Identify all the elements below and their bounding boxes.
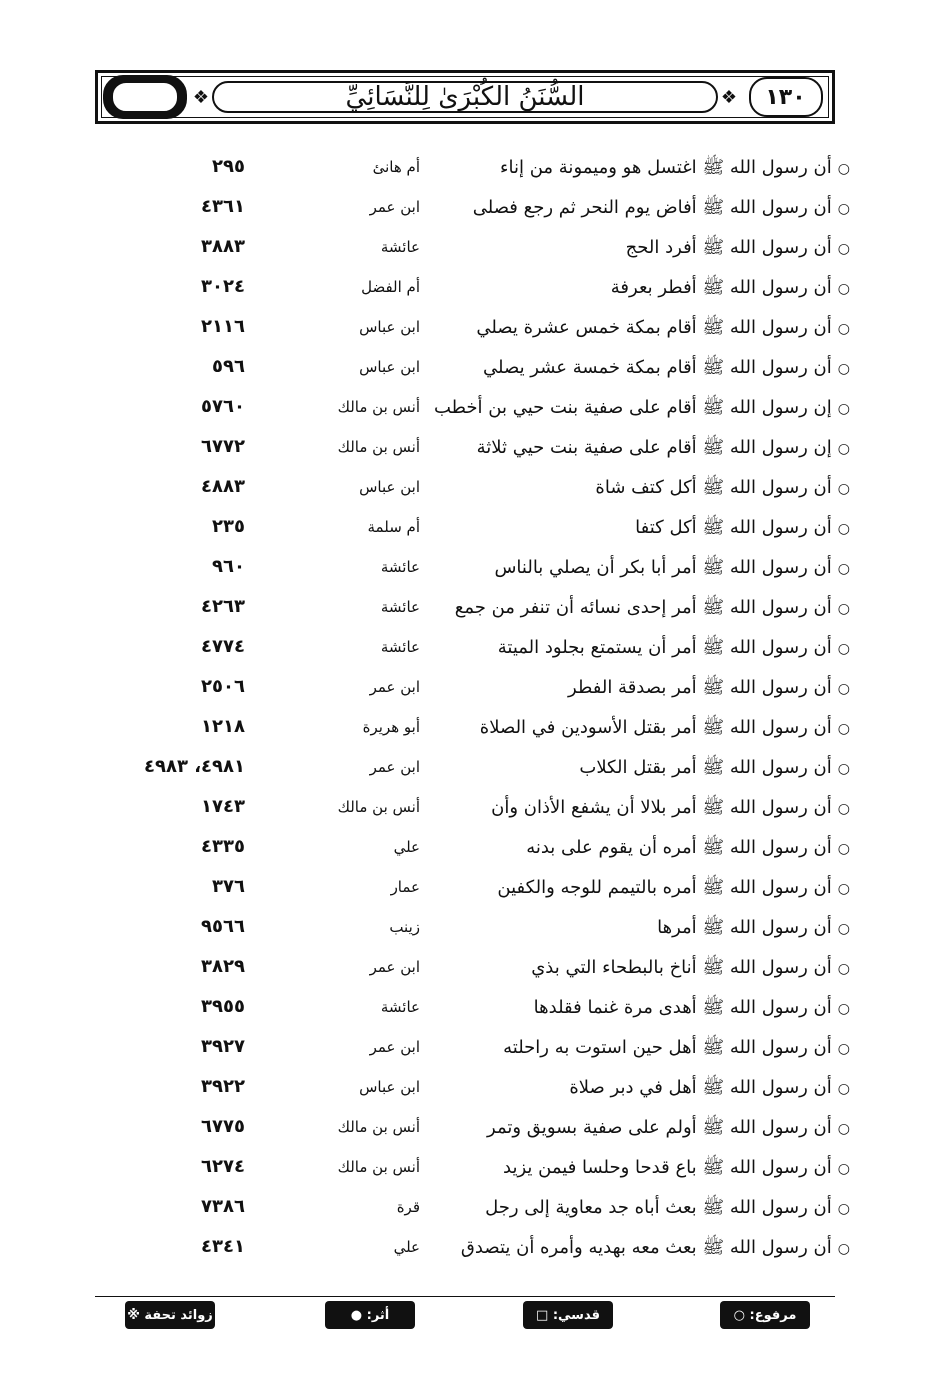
index-row [0,350,945,390]
marfu-marker-icon: ○ [837,1041,850,1057]
index-row [0,550,945,590]
page-header [95,70,835,124]
hadith-text [430,196,850,222]
index-row [0,1190,945,1230]
marfu-marker-icon: ○ [837,321,850,337]
hadith-text [430,1076,850,1102]
index-row [0,470,945,510]
marfu-marker-icon: ○ [837,841,850,857]
seal-ornament [102,77,187,117]
hadith-number: ٤٨٨٣ [201,476,245,497]
narrator: ابن عمر [369,958,420,976]
narrator: أنس بن مالك [337,398,420,416]
hadith-text [430,316,850,342]
marfu-marker-icon: ○ [837,961,850,977]
index-row [0,230,945,270]
hadith-text [430,276,850,302]
hadith-text [430,396,850,422]
narrator: عائشة [380,638,420,656]
hadith-number: ٦٧٧٢ [201,436,245,457]
hadith-number: ٣٧٦ [212,876,245,897]
marfu-marker-icon: ○ [837,241,850,257]
legend-marfu: مرفوع: ○ [720,1301,810,1329]
hadith-number: ٣٨٨٣ [201,236,245,257]
narrator: ابن عباس [359,478,420,496]
hadith-text [430,676,850,702]
index-row [0,870,945,910]
legend-qudsi: قدسي: □ [523,1301,613,1329]
hadith-text [430,236,850,262]
hadith-text [430,716,850,742]
hadith-text [430,796,850,822]
hadith-number: ٥٩٦ [212,356,245,377]
legend-athar: أثر: ● [325,1301,415,1329]
index-row [0,630,945,670]
hadith-text-value: أن رسول الله ﷺ أولم على صفية بسويق وتمر [487,1117,832,1138]
marfu-marker-icon: ○ [837,281,850,297]
narrator: ابن عباس [359,1078,420,1096]
index-row [0,390,945,430]
hadith-text-value: إن رسول الله ﷺ أقام على صفية بنت حيي ثلاثة [476,437,832,458]
hadith-text-value: أن رسول الله ﷺ أهدى مرة غنما فقلدها [533,997,832,1018]
narrator: أنس بن مالك [337,438,420,456]
hadith-number: ٥٧٦٠ [201,396,245,417]
index-row [0,190,945,230]
hadith-text-value: أن رسول الله ﷺ أفطر بعرفة [610,277,832,298]
hadith-text [430,436,850,462]
narrator: أنس بن مالك [337,798,420,816]
hadith-text-value: أن رسول الله ﷺ أهل حين استوت به راحلته [503,1037,832,1058]
marfu-marker-icon: ○ [837,481,850,497]
narrator: قرة [396,1198,420,1216]
narrator: زينب [389,918,420,936]
hadith-text [430,1236,850,1262]
hadith-text [430,756,850,782]
hadith-number: ١٢١٨ [201,716,245,737]
index-row [0,990,945,1030]
hadith-number: ٤٧٧٤ [201,636,245,657]
narrator: أنس بن مالك [337,1158,420,1176]
narrator: عائشة [380,238,420,256]
marfu-marker-icon: ○ [837,801,850,817]
index-row [0,830,945,870]
hadith-number: ٤٣٤١ [201,1236,245,1257]
hadith-number: ٢٣٥ [212,516,245,537]
index-row [0,1030,945,1070]
marfu-marker-icon: ○ [837,601,850,617]
index-row [0,430,945,470]
hadith-text [430,1116,850,1142]
hadith-text [430,1196,850,1222]
narrator: ابن عمر [369,758,420,776]
seal-inner [112,82,178,112]
hadith-number: ٤٩٨١، ٤٩٨٣ [143,756,245,777]
marfu-marker-icon: ○ [837,1161,850,1177]
hadith-text-value: أن رسول الله ﷺ أناخ بالبطحاء التي بذي [531,957,832,978]
index-row [0,910,945,950]
index-row [0,1110,945,1150]
narrator: ابن عمر [369,678,420,696]
index-row [0,750,945,790]
hadith-text [430,956,850,982]
hadith-text-value: أن رسول الله ﷺ أكل كتف شاة [595,477,832,498]
index-row [0,510,945,550]
hadith-text [430,516,850,542]
hadith-text-value: أن رسول الله ﷺ أهل في دبر صلاة [569,1077,832,1098]
legend-zawaid: زوائد تحفة ※ [125,1301,215,1329]
hadith-number: ٩٦٠ [212,556,245,577]
narrator: عائشة [380,598,420,616]
marfu-marker-icon: ○ [837,361,850,377]
narrator: ابن عمر [369,1038,420,1056]
hadith-text-value: أن رسول الله ﷺ أكل كتفا [635,517,832,538]
hadith-text-value: أن رسول الله ﷺ أمره بالتيمم للوجه والكفين [497,877,832,898]
hadith-text-value: أن رسول الله ﷺ أمر بلالا أن يشفع الأذان وأن [491,797,832,818]
narrator: ابن عباس [359,318,420,336]
hadith-text-value: أن رسول الله ﷺ أفاض يوم النحر ثم رجع فصلى [472,197,832,218]
narrator: أم الفضل [361,278,420,296]
marfu-marker-icon: ○ [837,1001,850,1017]
narrator: عائشة [380,998,420,1016]
marfu-marker-icon: ○ [837,641,850,657]
narrator: عائشة [380,558,420,576]
hadith-number: ٢٥٠٦ [201,676,245,697]
hadith-text [430,876,850,902]
book-seal-logo [103,75,187,119]
marfu-marker-icon: ○ [837,1241,850,1257]
hadith-number: ٩٥٦٦ [201,916,245,937]
hadith-text [430,556,850,582]
hadith-number: ٦٢٧٤ [201,1156,245,1177]
hadith-number: ٣٩٢٢ [201,1076,245,1097]
index-row [0,710,945,750]
marfu-marker-icon: ○ [837,721,850,737]
hadith-number: ٣٩٢٧ [201,1036,245,1057]
footer-divider [95,1296,835,1297]
marfu-marker-icon: ○ [837,561,850,577]
hadith-number: ٤٢٦٣ [201,596,245,617]
marfu-marker-icon: ○ [837,201,850,217]
hadith-text-value: أن رسول الله ﷺ أمر بصدقة الفطر [568,677,832,698]
hadith-text [430,596,850,622]
hadith-number: ٢٩٥ [212,156,245,177]
hadith-text [430,636,850,662]
hadith-number: ٢١١٦ [201,316,245,337]
narrator: عمار [390,878,420,896]
marfu-marker-icon: ○ [837,1201,850,1217]
hadith-text-value: أن رسول الله ﷺ أمر بقتل الكلاب [579,757,832,778]
marfu-marker-icon: ○ [837,1081,850,1097]
marfu-marker-icon: ○ [837,761,850,777]
page-number-ornament [743,77,828,117]
narrator: ابن عمر [369,198,420,216]
hadith-text [430,476,850,502]
hadith-text-value: أن رسول الله ﷺ أفرد الحج [625,237,832,258]
hadith-text-value: أن رسول الله ﷺ أمر أبا بكر أن يصلي بالناس [494,557,832,578]
marfu-marker-icon: ○ [837,681,850,697]
hadith-text [430,156,850,182]
narrator: علي [393,1238,420,1256]
hadith-text-value: أن رسول الله ﷺ أمره أن يقوم على بدنه [526,837,832,858]
narrator: علي [393,838,420,856]
hadith-text-value: أن رسول الله ﷺ أقام بمكة خمسة عشر يصلي [483,357,832,378]
book-title: السُّنَنُ الكُبْرَىٰ لِلنَّسَائِيِّ [212,81,718,113]
marfu-marker-icon: ○ [837,401,850,417]
index-row [0,1070,945,1110]
index-row [0,790,945,830]
narrator: ابن عباس [359,358,420,376]
narrator: أم سلمة [367,518,420,536]
hadith-number: ٣٠٢٤ [201,276,245,297]
hadith-text [430,1036,850,1062]
hadith-text-value: أن رسول الله ﷺ أمر إحدى نسائه أن تنفر من جمع [454,597,832,618]
hadith-text-value: أن رسول الله ﷺ أمر بقتل الأسودين في الصلاة [479,717,832,738]
hadith-text-value: أن رسول الله ﷺ أمر أن يستمتع بجلود الميتة [497,637,832,658]
ornament-icon: ❖ [192,86,210,108]
index-row [0,270,945,310]
hadith-text [430,1156,850,1182]
hadith-text-value: أن رسول الله ﷺ بعث أباه جد معاوية إلى رجل [485,1197,832,1218]
marfu-marker-icon: ○ [837,521,850,537]
hadith-text-value: أن رسول الله ﷺ اغتسل هو وميمونة من إناء [500,157,832,178]
index-row [0,1230,945,1270]
hadith-number: ٣٩٥٥ [201,996,245,1017]
hadith-number: ٤٣٦١ [201,196,245,217]
narrator: أنس بن مالك [337,1118,420,1136]
marfu-marker-icon: ○ [837,1121,850,1137]
index-row [0,670,945,710]
page-number: ١٣٠ [749,77,823,117]
hadith-number: ٦٧٧٥ [201,1116,245,1137]
index-row [0,1150,945,1190]
narrator: أبو هريرة [362,718,420,736]
marfu-marker-icon: ○ [837,161,850,177]
hadith-number: ١٧٤٣ [201,796,245,817]
index-row [0,150,945,190]
narrator: أم هانئ [372,158,420,176]
marfu-marker-icon: ○ [837,441,850,457]
hadith-number: ٤٣٣٥ [201,836,245,857]
index-row [0,310,945,350]
index-row [0,950,945,990]
header-frame [101,76,829,118]
hadith-text [430,836,850,862]
hadith-text-value: أن رسول الله ﷺ بعث معه بهديه وأمره أن يتصدق [460,1237,832,1258]
hadith-text-value: أن رسول الله ﷺ أقام بمكة خمس عشرة يصلي [476,317,832,338]
hadith-number: ٣٨٢٩ [201,956,245,977]
ornament-icon: ❖ [720,86,738,108]
marfu-marker-icon: ○ [837,881,850,897]
hadith-text-value: أن رسول الله ﷺ باع قدحا وحلسا فيمن يزيد [503,1157,832,1178]
marfu-marker-icon: ○ [837,921,850,937]
index-row [0,590,945,630]
hadith-text [430,916,850,942]
hadith-text [430,356,850,382]
hadith-text [430,996,850,1022]
hadith-number: ٧٣٨٦ [201,1196,245,1217]
hadith-text-value: أن رسول الله ﷺ أمرها [657,917,832,938]
hadith-text-value: إن رسول الله ﷺ أقام على صفية بنت حيي بن أخطب [433,397,832,418]
